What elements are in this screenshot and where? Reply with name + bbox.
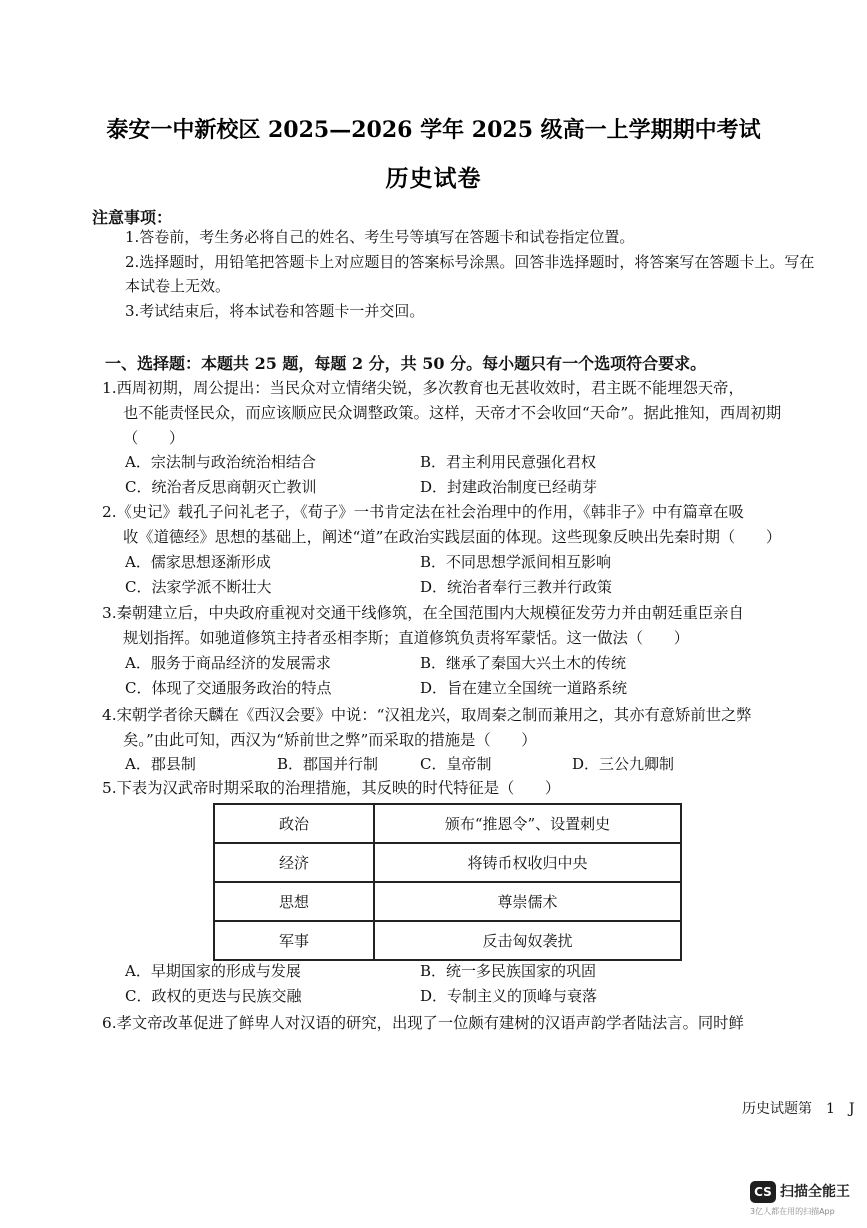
page-footer: 历史试题第 1 J — [742, 1101, 855, 1117]
question-2 — [102, 500, 817, 550]
section-heading: 一、选择题：本题共 25 题，每题 2 分，共 50 分。每小题只有一个选项符合要求。 — [105, 354, 707, 373]
table-row — [214, 882, 681, 921]
option-a: A．郡县制 — [125, 755, 196, 773]
question-3 — [102, 601, 817, 651]
option-a: A．服务于商品经济的发展需求 — [125, 654, 331, 672]
question-5 — [102, 776, 817, 801]
question-stem: 2.《史记》载孔子问礼老子，《荀子》一书肯定法在社会治理中的作用，《韩非子》中有篇章在吸 — [102, 503, 744, 521]
table-row — [214, 921, 681, 960]
question-stem-cont: 规划指挥。如驰道修筑主持者丞相李斯；直道修筑负责将军蒙恬。这一做法（ ） — [123, 629, 689, 647]
question-stem-cont: 收《道德经》思想的基础上，阐述“道”在政治实践层面的体现。这些现象反映出先秦时期（ ） — [123, 528, 782, 546]
table-cell: 将铸币权收归中央 — [374, 843, 681, 882]
question-stem-cont: 也不能责怪民众，而应该顺应民众调整政策。这样，天帝才不会收回“天命”。据此推知，西周初期（ ） — [123, 404, 782, 447]
question-stem: 5.下表为汉武帝时期采取的治理措施，其反映的时代特征是（ ） — [102, 779, 561, 797]
option-c: C．统治者反思商朝灭亡教训 — [125, 478, 317, 496]
scanner-app-name: 扫描全能王 — [780, 1184, 850, 1200]
question-stem-cont: 矣。”由此可知，西汉为“矫前世之弊”而采取的措施是（ ） — [123, 731, 537, 749]
question-stem: 6.孝文帝改革促进了鲜卑人对汉语的研究，出现了一位颇有建树的汉语声韵学者陆法言。同时鲜 — [102, 1014, 744, 1032]
question-6 — [102, 1011, 817, 1036]
question-4 — [102, 703, 817, 753]
question-1 — [102, 376, 817, 451]
option-a: A．早期国家的形成与发展 — [125, 962, 301, 980]
scanner-tagline: 3亿人都在用的扫描App — [750, 1207, 835, 1216]
exam-subtitle: 历史试卷 — [385, 165, 482, 192]
measures-table — [213, 803, 682, 961]
notice-item: 3.考试结束后，将本试卷和答题卡一并交回。 — [125, 302, 425, 320]
exam-title: 泰安一中新校区 2025—2026 学年 2025 级高一上学期期中考试 — [106, 117, 761, 143]
option-d: D．封建政治制度已经萌芽 — [420, 478, 598, 496]
option-d: D．专制主义的顶峰与衰落 — [420, 987, 598, 1005]
question-stem: 1.西周初期，周公提出：当民众对立情绪尖锐，多次教育也无甚收效时，君主既不能埋怨天帝， — [102, 379, 744, 397]
notice-item: 2.选择题时，用铅笔把答题卡上对应题目的答案标号涂黑。回答非选择题时，将答案写在答题卡上。写在本试卷上无效。 — [125, 253, 815, 295]
table-row — [214, 804, 681, 843]
table-cell: 军事 — [214, 921, 374, 960]
question-stem: 4.宋朝学者徐天麟在《西汉会要》中说：“汉祖龙兴，取周秦之制而兼用之，其亦有意矫前世之弊 — [102, 706, 752, 724]
table-cell: 政治 — [214, 804, 374, 843]
notice-item: 1.答卷前，考生务必将自己的姓名、考生号等填写在答题卡和试卷指定位置。 — [125, 228, 635, 246]
table-cell: 反击匈奴袭扰 — [374, 921, 681, 960]
table-row — [214, 843, 681, 882]
option-c: C．体现了交通服务政治的特点 — [125, 679, 332, 697]
notices-heading: 注意事项： — [92, 208, 173, 227]
option-b: B．统一多民族国家的巩固 — [420, 962, 597, 980]
option-d: D．三公九卿制 — [572, 755, 675, 773]
option-d: D．统治者奉行三教并行政策 — [420, 578, 613, 596]
question-stem: 3.秦朝建立后，中央政府重视对交通干线修筑，在全国范围内大规模征发劳力并由朝廷重臣亲自 — [102, 604, 744, 622]
option-a: A．儒家思想逐渐形成 — [125, 553, 271, 571]
table-cell: 颁布“推恩令”、设置刺史 — [374, 804, 681, 843]
option-c: C．法家学派不断壮大 — [125, 578, 272, 596]
option-c: C．政权的更迭与民族交融 — [125, 987, 302, 1005]
option-b: B．郡国并行制 — [277, 755, 379, 773]
option-a: A．宗法制与政治统治相结合 — [125, 453, 316, 471]
scanner-logo-icon: CS — [750, 1181, 776, 1203]
option-c: C．皇帝制 — [420, 755, 492, 773]
table-cell: 经济 — [214, 843, 374, 882]
option-b: B．君主利用民意强化君权 — [420, 453, 597, 471]
table-cell: 思想 — [214, 882, 374, 921]
option-d: D．旨在建立全国统一道路系统 — [420, 679, 628, 697]
option-b: B．不同思想学派间相互影响 — [420, 553, 612, 571]
option-b: B．继承了秦国大兴土木的传统 — [420, 654, 627, 672]
table-cell: 尊崇儒术 — [374, 882, 681, 921]
